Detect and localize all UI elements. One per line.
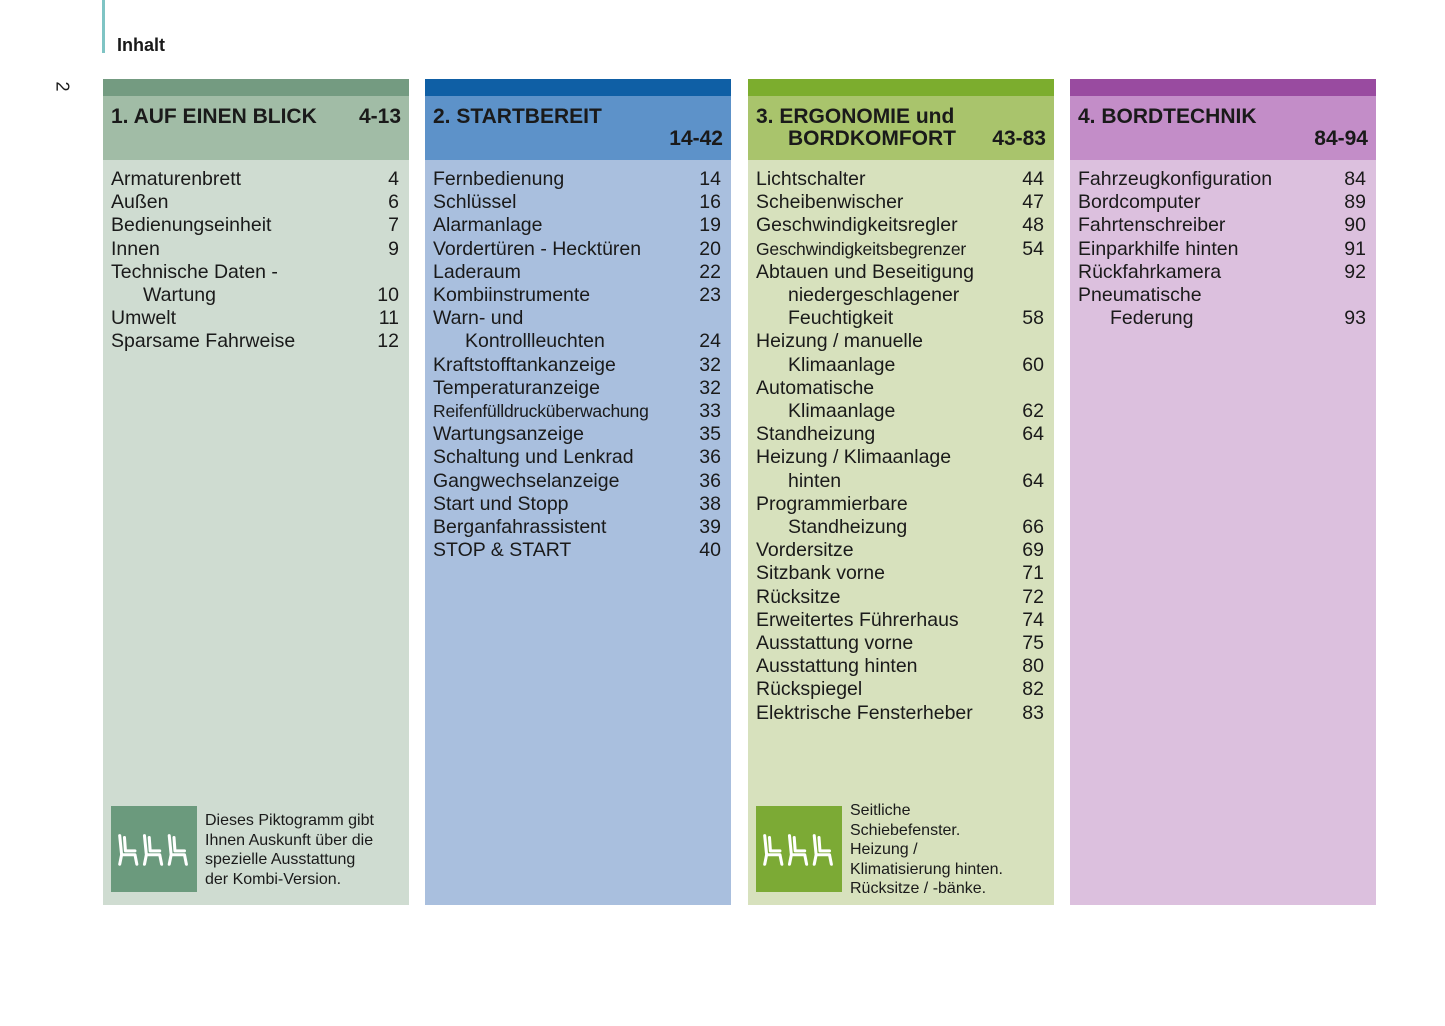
toc-entry-label [1078, 191, 1200, 214]
toc-entry-title: Elektrische Fensterheber [756, 701, 973, 724]
entry-list [425, 160, 731, 562]
toc-entry[interactable] [433, 377, 721, 400]
toc-entry-title: Rückfahrkamera [1078, 260, 1222, 283]
toc-entry-label [756, 655, 918, 678]
toc-column-overview [103, 79, 409, 905]
toc-entry-page: 20 [699, 237, 721, 260]
column-title-line2: BORDKOMFORT [788, 127, 956, 150]
toc-entry-label [433, 516, 606, 539]
toc-entry-label [433, 284, 590, 307]
toc-entry-title: Geschwindigkeitsregler [756, 214, 958, 237]
toc-entry-title: Erweitertes Führerhaus [756, 608, 959, 631]
toc-entry[interactable] [756, 632, 1044, 655]
toc-entry[interactable] [433, 284, 721, 307]
toc-entry-label [433, 354, 616, 377]
toc-entry-label [756, 632, 913, 655]
toc-entry-page: 54 [1022, 237, 1044, 260]
toc-entry-title: Fahrtenschreiber [1078, 214, 1226, 237]
toc-entry-title: Heizung / manuelle [756, 330, 923, 353]
toc-entry-continuation: niedergeschlagener Feuchtigkeit [788, 284, 960, 330]
toc-entry-page: 23 [699, 284, 721, 307]
toc-entry-label [756, 423, 875, 446]
toc-entry-label [1078, 168, 1272, 191]
toc-entry-label [433, 377, 600, 400]
column-top-bar [103, 79, 409, 96]
column-page-range: 84-94 [1314, 127, 1368, 150]
toc-entry[interactable] [111, 214, 399, 237]
toc-entry-title: Gangwechselanzeige [433, 469, 620, 492]
column-top-bar [748, 79, 1054, 96]
toc-entry[interactable] [756, 609, 1044, 632]
toc-entry[interactable] [433, 400, 721, 423]
toc-entry-continuation: Federung [1110, 307, 1194, 330]
toc-entry-page: 66 [1022, 516, 1044, 539]
entry-list [748, 160, 1054, 725]
toc-entry-title: Alarmanlage [433, 214, 543, 237]
column-title: 4. BORDTECHNIK [1078, 105, 1257, 128]
toc-entry[interactable] [111, 330, 399, 353]
toc-entry-label [1078, 261, 1221, 284]
toc-entry-page: 82 [1022, 678, 1044, 701]
toc-entry-page: 38 [699, 492, 721, 515]
toc-entry-page: 16 [699, 191, 721, 214]
toc-entry-label [111, 330, 295, 353]
toc-entry-label [1078, 214, 1225, 237]
toc-entry-page: 39 [699, 516, 721, 539]
toc-entry[interactable] [756, 678, 1044, 701]
toc-entry-title: Automatische [756, 376, 875, 399]
toc-entry-page: 72 [1022, 585, 1044, 608]
toc-entry-page: 12 [377, 330, 399, 353]
toc-entry[interactable] [433, 307, 721, 353]
pictogram-note: Seitliche Schiebefenster. Heizung / Klimatisierung hinten. Rücksitze / -bänke. [850, 802, 1003, 897]
toc-entry[interactable] [433, 191, 721, 214]
column-page-range: 43-83 [992, 127, 1046, 150]
toc-entry-page: 58 [1022, 307, 1044, 330]
toc-entry-page: 19 [699, 214, 721, 237]
toc-entry-label [433, 214, 542, 237]
toc-entry[interactable] [433, 261, 721, 284]
pictogram-note: Dieses Piktogramm gibt Ihnen Auskunft über die spezielle Ausstattung der Kombi-Version. [205, 812, 374, 888]
seats-icon [111, 806, 197, 892]
toc-entry[interactable] [756, 377, 1044, 423]
column-title: 3. ERGONOMIE und [756, 105, 955, 128]
toc-entry-title: Start und Stopp [433, 492, 569, 515]
toc-entry[interactable] [111, 238, 399, 261]
toc-entry-label [756, 702, 973, 725]
toc-entry-label [756, 330, 923, 376]
toc-column-bordtechnik [1070, 79, 1376, 905]
toc-entry-title: Temperaturanzeige [433, 376, 600, 399]
toc-entry-page: 36 [699, 446, 721, 469]
toc-entry[interactable] [756, 238, 1044, 261]
toc-entry-title: Bedienungseinheit [111, 214, 272, 237]
column-page-range: 14-42 [669, 127, 723, 150]
toc-entry-continuation: Klimaanlage [788, 353, 896, 376]
toc-entry[interactable] [433, 516, 721, 539]
toc-column-ergonomie [748, 79, 1054, 905]
toc-entry-continuation: Klimaanlage [788, 400, 896, 423]
column-header[interactable] [425, 96, 731, 160]
toc-entry-title: Heizung / Klimaanlage [756, 446, 952, 469]
column-top-bar [1070, 79, 1376, 96]
toc-entry[interactable] [433, 493, 721, 516]
toc-entry[interactable] [433, 354, 721, 377]
toc-entry[interactable] [433, 238, 721, 261]
toc-entry[interactable] [433, 214, 721, 237]
toc-entry-title: Umwelt [111, 307, 177, 330]
toc-entry-page: 4 [388, 168, 399, 190]
toc-entry[interactable] [1078, 261, 1366, 284]
toc-entry[interactable] [756, 562, 1044, 585]
toc-entry-label [756, 539, 854, 562]
toc-entry-page: 62 [1022, 400, 1044, 423]
toc-entry-page: 24 [699, 330, 721, 353]
toc-entry-title: Rücksitze [756, 585, 841, 608]
entry-list [1070, 160, 1376, 330]
toc-entry-page: 33 [699, 400, 721, 423]
toc-entry[interactable] [756, 214, 1044, 237]
toc-entry-page: 7 [388, 214, 399, 237]
toc-entry[interactable] [756, 191, 1044, 214]
toc-entry-title: Armaturenbrett [111, 168, 242, 190]
toc-entry-label [433, 423, 584, 446]
toc-entry-title: Schlüssel [433, 191, 517, 214]
column-page-range: 4-13 [358, 105, 401, 128]
toc-entry-label [756, 168, 865, 191]
toc-entry-title: Reifenfülldrucküberwachung [433, 401, 649, 422]
toc-entry-title: Wartungsanzeige [433, 423, 585, 446]
toc-entry-label [756, 446, 951, 492]
toc-entry-label [433, 191, 516, 214]
toc-entry-label [756, 377, 895, 423]
toc-entry[interactable] [1078, 191, 1366, 214]
toc-entry-page: 64 [1022, 423, 1044, 446]
toc-entry-page: 71 [1022, 562, 1044, 585]
toc-entry-page: 14 [699, 168, 721, 190]
toc-entry[interactable] [111, 261, 399, 307]
toc-entry-page: 64 [1022, 469, 1044, 492]
toc-entry-label [756, 238, 966, 261]
toc-entry-label [756, 678, 862, 701]
toc-entry-title: Innen [111, 237, 160, 260]
toc-entry-label [111, 214, 271, 237]
column-header[interactable] [103, 96, 409, 160]
toc-entry[interactable] [433, 539, 721, 562]
toc-entry[interactable] [433, 470, 721, 493]
toc-entry-title: Fernbedienung [433, 168, 565, 190]
toc-entry-title: Pneumatische [1078, 284, 1202, 307]
toc-entry-title: Einparkhilfe hinten [1078, 237, 1239, 260]
toc-entry-label [433, 261, 521, 284]
toc-entry[interactable] [756, 261, 1044, 331]
toc-entry[interactable] [756, 423, 1044, 446]
column-top-bar [425, 79, 731, 96]
toc-entry[interactable] [756, 446, 1044, 492]
toc-entry-label [1078, 284, 1202, 330]
toc-entry-page: 92 [1344, 260, 1366, 283]
toc-entry-title: Programmierbare [756, 492, 908, 515]
seats-icon [756, 806, 842, 892]
toc-entry-title: Fahrzeugkonfiguration [1078, 168, 1273, 190]
toc-entry[interactable] [433, 446, 721, 469]
toc-entry-title: Abtauen und Beseitigung [756, 260, 974, 283]
toc-entry-label [433, 400, 649, 423]
toc-entry-label [756, 493, 908, 539]
toc-entry-page: 32 [699, 376, 721, 399]
toc-entry-page: 9 [388, 237, 399, 260]
toc-entry-title: Vordertüren - Hecktüren [433, 237, 642, 260]
toc-entry-page: 35 [699, 423, 721, 446]
toc-entry-title: Sparsame Fahrweise [111, 330, 296, 353]
toc-entry-label [433, 539, 571, 562]
toc-entry-continuation: hinten [788, 469, 842, 492]
toc-entry-page: 93 [1344, 307, 1366, 330]
toc-entry-title: STOP & START [433, 539, 572, 562]
toc-entry-title: Lichtschalter [756, 168, 866, 190]
toc-entry-label [433, 307, 605, 353]
toc-entry[interactable] [756, 702, 1044, 725]
toc-entry-page: 84 [1344, 168, 1366, 190]
toc-entry-label [756, 261, 974, 331]
toc-entry[interactable] [756, 655, 1044, 678]
toc-entry-label [756, 562, 885, 585]
toc-entry-page: 47 [1022, 191, 1044, 214]
toc-entry-label [433, 493, 569, 516]
toc-entry-label [433, 446, 634, 469]
toc-entry-label [111, 307, 176, 330]
toc-entry[interactable] [756, 493, 1044, 539]
column-title: 2. STARTBEREIT [433, 105, 602, 128]
toc-entry[interactable] [756, 586, 1044, 609]
side-accent-bar [102, 0, 105, 53]
toc-entry-title: Standheizung [756, 423, 876, 446]
toc-entry-continuation: Kontrollleuchten [465, 330, 605, 353]
toc-entry-title: Berganfahrassistent [433, 516, 607, 539]
page-number: 2 [52, 81, 73, 92]
toc-entry-page: 90 [1344, 214, 1366, 237]
toc-entry-page: 69 [1022, 539, 1044, 562]
toc-entry[interactable] [756, 168, 1044, 191]
toc-entry-label [756, 214, 958, 237]
toc-entry-label [433, 238, 641, 261]
toc-entry-label [111, 261, 278, 307]
toc-entry[interactable] [1078, 284, 1366, 330]
toc-entry-title: Außen [111, 191, 169, 214]
toc-entry-label [1078, 238, 1238, 261]
toc-entry-title: Ausstattung vorne [756, 632, 914, 655]
toc-entry-label [433, 168, 564, 191]
toc-entry[interactable] [111, 307, 399, 330]
toc-entry-title: Vordersitze [756, 539, 854, 562]
toc-entry-page: 91 [1344, 237, 1366, 260]
toc-entry-label [756, 191, 903, 214]
toc-entry-label [756, 586, 841, 609]
toc-entry-label [111, 168, 241, 191]
toc-entry[interactable] [433, 423, 721, 446]
toc-entry-label [433, 470, 619, 493]
toc-entry-title: Schaltung und Lenkrad [433, 446, 634, 469]
toc-entry-title: Ausstattung hinten [756, 655, 918, 678]
toc-entry-label [111, 238, 160, 261]
toc-entry-title: Geschwindigkeitsbegrenzer [756, 238, 966, 259]
toc-entry-page: 83 [1022, 701, 1044, 724]
toc-entry-page: 22 [699, 260, 721, 283]
toc-entry-label [756, 609, 959, 632]
toc-entry[interactable] [111, 191, 399, 214]
toc-entry[interactable] [1078, 214, 1366, 237]
toc-entry[interactable] [1078, 238, 1366, 261]
toc-entry-page: 44 [1022, 168, 1044, 190]
section-label: Inhalt [117, 35, 165, 55]
toc-entry-title: Rückspiegel [756, 678, 863, 701]
toc-entry-page: 89 [1344, 191, 1366, 214]
toc-entry-page: 74 [1022, 608, 1044, 631]
toc-entry[interactable] [756, 539, 1044, 562]
toc-entry-page: 10 [377, 284, 399, 307]
toc-entry-title: Warn- und [433, 307, 524, 330]
toc-entry-continuation: Wartung [143, 284, 216, 307]
toc-entry[interactable] [433, 168, 721, 191]
toc-entry-title: Kombiinstrumente [433, 284, 591, 307]
toc-entry-title: Laderaum [433, 260, 521, 283]
toc-column-startbereit [425, 79, 731, 905]
toc-entry-title: Kraftstofftankanzeige [433, 353, 616, 376]
toc-entry-page: 32 [699, 353, 721, 376]
toc-entry[interactable] [1078, 168, 1366, 191]
toc-entry[interactable] [756, 330, 1044, 376]
toc-entry-page: 80 [1022, 655, 1044, 678]
toc-entry-page: 60 [1022, 353, 1044, 376]
toc-entry[interactable] [111, 168, 399, 191]
toc-entry-title: Technische Daten - [111, 260, 278, 283]
toc-entry-page: 36 [699, 469, 721, 492]
toc-entry-page: 40 [699, 539, 721, 562]
toc-entry-page: 48 [1022, 214, 1044, 237]
toc-entry-page: 6 [388, 191, 399, 214]
toc-entry-page: 75 [1022, 632, 1044, 655]
toc-entry-page: 11 [378, 307, 399, 330]
toc-entry-title: Sitzbank vorne [756, 562, 885, 585]
toc-entry-label [111, 191, 168, 214]
column-header[interactable] [748, 96, 1054, 160]
column-header[interactable] [1070, 96, 1376, 160]
toc-entry-continuation: Standheizung [788, 516, 908, 539]
toc-entry-title: Bordcomputer [1078, 191, 1201, 214]
toc-entry-title: Scheibenwischer [756, 191, 904, 214]
entry-list [103, 160, 409, 354]
column-title: 1. AUF EINEN BLICK [111, 105, 317, 128]
